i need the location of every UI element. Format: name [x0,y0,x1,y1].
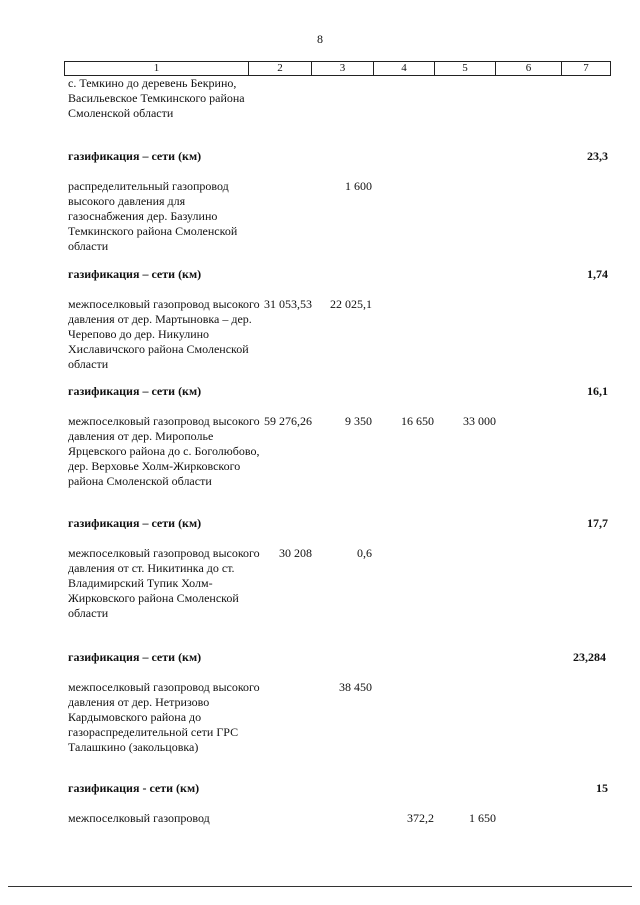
item-col-2: 59 276,26 [264,414,312,428]
header-col-2: 2 [277,62,283,74]
item-description: межпоселковый газопровод высокого давления от ст. Никитинка до ст. Владимирский Тупик Холм-Жирковского района Смоленской области [68,546,260,620]
item-description: межпоселковый газопровод высокого давления от дер. Нетризово Кардымовского района до газораспределительной сети ГРС Талашкино (закольцовка) [68,680,260,754]
item-description: межпоселковый газопровод высокого давления от дер. Мирополье Ярцевского района до с. Боголюбово, дер. Верховье Холм-Жирковского района Смоленской области [68,414,260,488]
header-col-7: 7 [583,62,589,74]
page-number: 8 [317,32,323,46]
item-col-3: 9 350 [345,414,372,428]
item-col-2: 31 053,53 [264,297,312,311]
item-col-3: 0,6 [357,546,372,560]
item-col-4: 16 650 [401,414,434,428]
item-col-3: 38 450 [339,680,372,694]
item-col-5: 33 000 [463,414,496,428]
category-label: газификация - сети (км) [68,781,200,795]
item-description: межпоселковый газопровод [68,811,210,825]
item-col-3: 1 600 [345,179,372,193]
item-col-2: 30 208 [279,546,312,560]
category-label: газификация – сети (км) [68,384,202,398]
category-value: 16,1 [587,384,608,398]
table-header [64,61,611,76]
category-value: 1,74 [587,267,608,281]
category-value: 15 [596,781,608,795]
item-col-5: 1 650 [469,811,496,825]
item-col-3: 22 025,1 [330,297,372,311]
header-col-5: 5 [462,62,468,74]
category-value: 23,3 [587,149,608,163]
category-value: 23,284 [573,650,606,664]
item-description: распределительный газопровод высокого давления для газоснабжения дер. Базулино Темкинского района Смоленской области [68,179,238,253]
footer-rule [8,886,632,887]
category-value: 17,7 [587,516,608,530]
header-col-3: 3 [339,62,346,74]
category-label: газификация – сети (км) [68,650,202,664]
item-col-4: 372,2 [407,811,434,825]
item-description: межпоселковый газопровод высокого давления от дер. Мартыновка – дер. Черепово до дер. Никулино Хиславичского района Смоленской области [68,297,260,371]
continued-description: с. Темкино до деревень Бекрино, Васильевское Темкинского района Смоленской области [68,76,245,120]
header-col-1: 1 [153,62,160,74]
category-label: газификация – сети (км) [68,267,202,281]
header-col-4: 4 [401,62,407,74]
category-label: газификация – сети (км) [68,149,202,163]
header-col-6: 6 [525,62,532,74]
category-label: газификация – сети (км) [68,516,202,530]
